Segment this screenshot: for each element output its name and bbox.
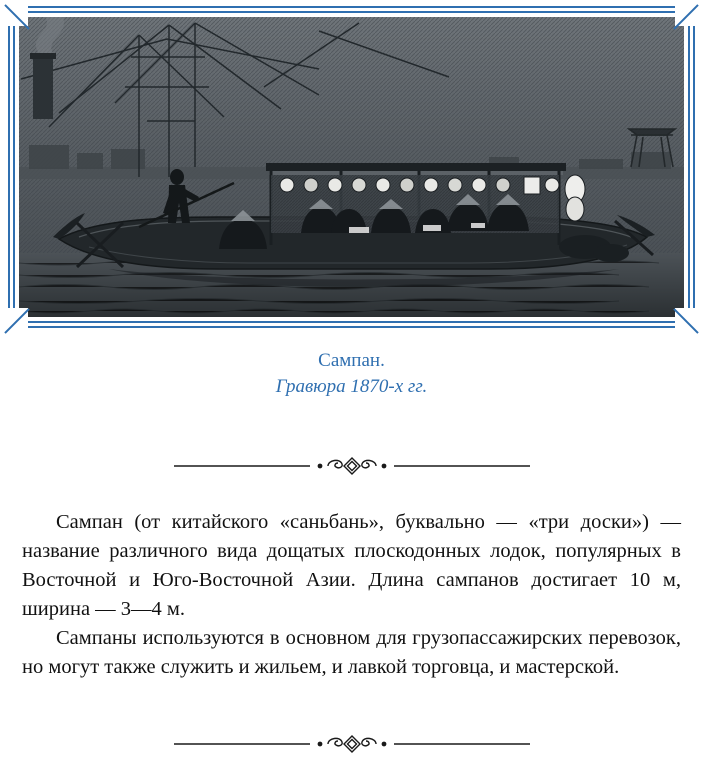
paragraph-1: Сампан (от китайского «саньбань», буквально — «три доски») — название различного вида дощатых плоскодонных лодок, популярных в Восточной и Юго-Восточной Азии. Длина сампанов достигает 10 м, ширина — 3—4 м. [22,511,681,620]
frame-corner-top-left [6,4,28,26]
ornament-divider-bottom [0,733,703,755]
engraving-image [19,17,684,317]
frame-corner-top-right [675,4,697,26]
figure-caption-source: Гравюра 1870-х гг. [275,376,428,397]
frame-corner-bottom-left [6,308,28,330]
figure-caption [0,348,703,400]
ornament-divider-top [0,455,703,477]
illustration-figure [8,6,695,328]
figure-caption-title: Сампан. [318,350,385,371]
paragraph-2: Сампаны используются в основном для грузопассажирских перевозок, но могут также служить и жильем, и лавкой торговца, и мастерской. [22,627,681,678]
article-body [22,508,681,682]
frame-corner-bottom-right [675,308,697,330]
